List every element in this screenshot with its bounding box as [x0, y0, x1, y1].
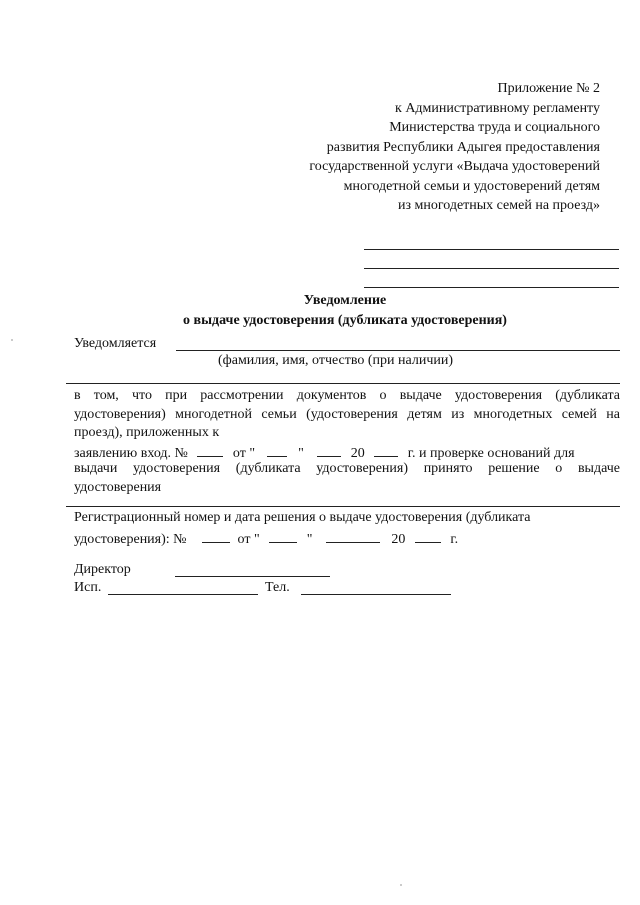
decision-text-continued [74, 460, 620, 497]
director-signature-field[interactable] [175, 576, 330, 577]
recipient-name-field[interactable] [176, 350, 620, 351]
appendix-block [309, 79, 600, 216]
appendix-line: развития Республики Адыгея предоставления [326, 139, 600, 155]
application-day-field[interactable] [267, 442, 287, 457]
phone-number-field[interactable] [301, 594, 451, 595]
phone-label: Тел. [265, 580, 290, 595]
appendix-line: Приложение № 2 [497, 81, 600, 96]
decision-line: в том, что при рассмотрении документов о выдаче удостоверения (дубликата [74, 388, 620, 403]
application-number-field[interactable] [197, 442, 223, 457]
appendix-line: из многодетных семей на проезд» [397, 198, 600, 213]
executor-label: Исп. [74, 580, 102, 595]
decision-line: удостоверения [74, 479, 162, 495]
appendix-line: государственной услуги «Выдача удостоверений [309, 159, 600, 174]
decision-line: выдачи удостоверения (дубликата удостоверения) принято решение о выдаче [74, 461, 620, 476]
application-reference-line: заявлению вход. № от " " 20 г. и проверке оснований для [74, 442, 575, 462]
scan-speck [11, 339, 13, 341]
decision-text [74, 387, 620, 443]
recipient-name-continuation-field[interactable] [66, 383, 620, 384]
recipient-hint: (фамилия, имя, отчество (при наличии) [218, 353, 454, 368]
document-subtitle: о выдаче удостоверения (дубликата удостоверения) [183, 313, 507, 328]
decision-line: удостоверения) многодетной семьи (удостоверения детям из многодетных семей на [74, 406, 620, 422]
registration-day-field[interactable] [269, 528, 297, 543]
decision-line: проезд), приложенных к [74, 425, 220, 440]
registration-month-field[interactable] [326, 528, 380, 543]
appendix-line: многодетной семьи и удостоверений детям [343, 178, 600, 194]
application-month-field[interactable] [317, 442, 341, 457]
document-title: Уведомление [303, 293, 387, 308]
director-label: Директор [74, 562, 131, 577]
appendix-line: к Административному регламенту [395, 100, 600, 116]
registration-reference-line: удостоверения): № от " " 20 г. [74, 528, 458, 548]
appendix-line: Министерства труда и социального [389, 120, 600, 135]
addressee-line [364, 287, 619, 288]
addressee-line [364, 268, 619, 269]
application-year-field[interactable] [374, 442, 398, 457]
executor-name-field[interactable] [108, 594, 258, 595]
registration-number-field[interactable] [202, 528, 230, 543]
recipient-label: Уведомляется [74, 336, 157, 351]
scan-speck [400, 884, 402, 886]
registration-label: Регистрационный номер и дата решения о выдаче удостоверения (дубликата [74, 510, 531, 525]
addressee-line [364, 249, 619, 250]
separator-line [66, 506, 620, 507]
registration-year-field[interactable] [415, 528, 441, 543]
